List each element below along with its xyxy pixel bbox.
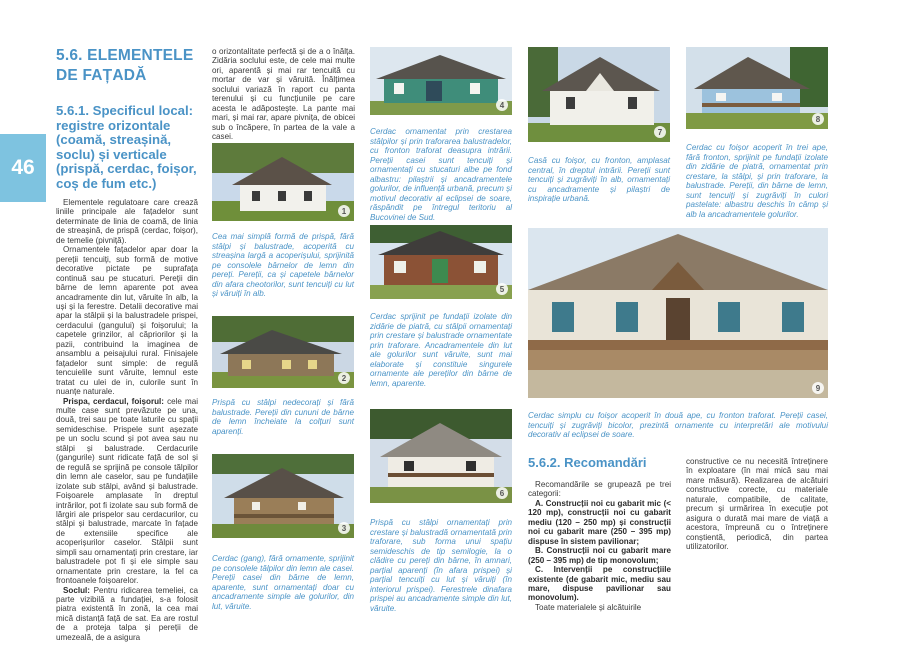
photo-2 <box>212 316 354 388</box>
paragraph-porch <box>56 397 198 586</box>
page-number-tab <box>0 134 46 202</box>
plinth-text: Pentru ridicarea temeliei, ca parte vizibilă a fundației, s-a folosit piatra existentă în zonă, la cea mai mică distanță față de sat. Ea are rostul de a proteja talpa și pereții de umezeală, de a asigura <box>56 585 198 642</box>
photo-5 <box>370 225 512 299</box>
photo-number-3: 3 <box>338 522 350 534</box>
house-photo-4 <box>370 47 512 115</box>
caption-8: Cerdac cu foișor acoperit în trei ape, fără fronton, sprijinit pe fundații izolate din zidărie de piatră, ornamentat prin crestare, la stâlpi, și prin traforare, la balustrade. Pereții, din bârne de lemn, sunt tencuiți și zugrăviți în culori pastelate: albastru deschis în câmp și alb la ancadramentele golurilor. <box>686 143 828 219</box>
caption-2: Prispă cu stâlpi nedecorați și fără balustrade. Pereții din cununi de bârne de lemn încheiate la colțuri sunt aparenți. <box>212 398 354 436</box>
paragraph-regulators: Elementele regulatoare care crează liniile principale ale fațadelor sunt determinate de linia de coamă, de linia de streașină, de prispă (cerdac, foișor), de temelie (pivniță). <box>56 198 198 245</box>
rec-category-b <box>528 546 671 565</box>
section-title: 5.6. ELEMENTELE DE FAȚADĂ <box>56 47 194 84</box>
caption-3: Cerdac (gang), fără ornamente, sprijinit pe consolele tălpilor din lemn ale casei. Pereții casei din bârne de lemn, aparente, sunt ornamentați doar cu ancadramente simple ale golurilor, din lut, văruite. <box>212 554 354 611</box>
photo-3 <box>212 454 354 538</box>
photo-7 <box>528 47 670 142</box>
paragraph-plinth-continued: o orizontalitate perfectă și de a o înălța. Zidăria soclului este, de cele mai multe ori, aparentă și mai rar tencuită cu mortar de var și văruită. Înălțimea soclului variază în raport cu panta terenului și cu funcțiunile pe care acesta le adăpostește. La pante mai mari, și mai rar, apare pivnița, de obicei sub o încăpere, în partea de la vale a casei. <box>212 47 355 142</box>
house-photo-5 <box>370 225 512 299</box>
rec-category-c-text: C. Intervenții pe construcțiile existente (de gabarit mic, mediu sau mare, dispuse pavilionar sau monovolum). <box>528 565 671 603</box>
rec-category-c <box>528 565 671 603</box>
photo-6 <box>370 409 512 503</box>
photo-4 <box>370 47 512 115</box>
porch-text: cele mai multe case sunt prevăzute pe una, două, trei sau pe toate laturile cu spații semideschise. Prispele sunt așezate pe un soclu scund și pot avea sau nu stâlpi și balustrade. Cerdacurile (gangurile) sunt ridicate față de sol și de regulă se sprijină pe console tălpilor din lemn ale caselor, sau pe fundațiile izolate sub stâlpi, având și balustrade. Foișoarele amplasate în dreptul intrărilor, pot fi izolate sau sub formă de lărgiri ale prispelor sau cerdacurilor, cu stâlpi și balustrade, marcate în fațade de extensiile specifice ale acoperișurilor caselor. Stâlpii sunt simpli sau ornamentați prin crestare, iar balustradele pot fi și ele simple sau ornamentate prin crestare, la fel ca frontoanele foișoarelor. <box>56 396 199 586</box>
photo-1 <box>212 143 354 221</box>
recommendations-title: 5.6.2. Recomandări <box>528 455 647 470</box>
house-photo-8 <box>686 47 828 129</box>
rec-category-a <box>528 499 671 546</box>
porch-heading: Prispa, cerdacul, foișorul: <box>63 396 165 406</box>
photo-number-7: 7 <box>654 126 666 138</box>
recommendations-column-2 <box>686 457 828 552</box>
caption-1: Cea mai simplă formă de prispă, fără stâlpi și balustrade, acoperită cu streașina largă a acoperișului, sprijinită pe consolele bârnelor de lemn din pereți. Pereții, ca și capetele bârnelor din afara cheotorilor, sunt tencuiți cu lut și văruiți în alb. <box>212 232 354 298</box>
rec-intro: Recomandările se grupează pe trei categorii: <box>528 480 671 499</box>
rec-materials-continued: constructive ce nu necesită întreținere în exploatare (în mai mică sau mai mare măsură). Realizarea de alcătuiri constructive corecte, cu materiale naturale, compatibile, de calitate, precum și urmărirea în execuție pot asigura o durată mai mare de viață a acestora, împreună cu o întreținere conștientă, periodică, din partea utilizatorilor. <box>686 457 828 552</box>
house-photo-3 <box>212 454 354 538</box>
house-photo-6 <box>370 409 512 503</box>
rec-materials: Toate materialele și alcătuirile <box>535 602 642 612</box>
recommendations-column-1 <box>528 480 671 612</box>
caption-6: Prispă cu stâlpi ornamentați prin crestare și balustradă ornamentată prin traforare, sub forma unui spațiu semideschis de tip semilogie, la o clădire cu pereți din bârne, în amnari, parțial aparenți (în afara prispei) și parțial tencuiți cu lut și văruiți (în interiorul prispei). Ferestrele dinafara prispei au ancadramente simple din lut, văruite. <box>370 518 512 613</box>
house-photo-7 <box>528 47 670 142</box>
photo-number-5: 5 <box>496 283 508 295</box>
paragraph-ornaments: Ornamentele fațadelor apar doar la pereții tencuiți, sub formă de motive decorative pictate pe suprafața continuă sau pe stucaturi. Pereții din bârne de lemn aparente pot avea ancadramente din lut, văruite în alb, la uși și la ferestre. Detalii decorative mai apar la stâlpii și la balustradele prispei, cerdacului (gangului) și foișorului; la capetele grinzilor, al căpriorilor și la pazii, contribuind la imaginea de ansamblu a peisajului rural. Finisajele fațadelor sunt simple: de regulă tencuielile sunt văruite, lemnul este tratat cu ulei de in, culorile sunt în nuanțe naturale. <box>56 245 198 397</box>
plinth-heading: Soclul: <box>63 585 90 595</box>
rec-category-b-text: B. Construcții noi cu gabarit mare (250 – 395 mp) de tip monovolum; <box>528 546 671 565</box>
house-photo-9 <box>528 228 828 398</box>
caption-9: Cerdac simplu cu foișor acoperit în două ape, cu fronton traforat. Pereții casei, tencuiți și zugrăviți bicolor, prezintă ornamente cu interpretări ale motivului decorativ al eclipsei de soare. <box>528 411 828 439</box>
photo-number-6: 6 <box>496 487 508 499</box>
caption-4: Cerdac ornamentat prin crestarea stâlpilor și prin traforarea balustradelor, cu fronton traforat deasupra intrării. Pereții casei sunt tencuiți și ornamentați cu stucaturi albe pe fond albastru: pilaștrii și ancadramentele golurilor, de influență urbană, precum și motivul decorativ al eclipsei de soare, răspândit pe întregul teritoriu al Bucovinei de Sud. <box>370 127 512 222</box>
photo-number-8: 8 <box>812 113 824 125</box>
page-number: 46 <box>11 156 35 179</box>
caption-7: Casă cu foișor, cu fronton, amplasat central, în dreptul intrării. Pereții sunt tencuiți și zugrăviți în alb, ornamentați cu ancadramente și pilaștri de inspirație urbană. <box>528 156 670 203</box>
photo-number-2: 2 <box>338 372 350 384</box>
photo-number-1: 1 <box>338 205 350 217</box>
photo-number-4: 4 <box>496 99 508 111</box>
body-column-2 <box>212 47 355 142</box>
rec-category-a-text: A. Construcții noi cu gabarit mic (< 120 mp), construcții noi cu gabarit mediu (120 – 250 mp) și construcții noi cu gabarit mare (250 – 395 mp) dispuse în sistem pavilionar; <box>528 498 671 546</box>
photo-8 <box>686 47 828 129</box>
caption-5: Cerdac sprijinit pe fundații izolate din zidărie de piatră, cu stâlpii ornamentați prin crestare și balustrade ornamentate prin traforare. Ancadramentele din lut ale golurilor sunt văruite, sunt mai elaborate și constituie singurele ornamente ale pereților din bârne de lemn, aparente. <box>370 312 512 388</box>
house-photo-2 <box>212 316 354 388</box>
photo-number-9: 9 <box>812 382 824 394</box>
paragraph-plinth <box>56 586 198 643</box>
photo-9 <box>528 228 828 398</box>
house-photo-1 <box>212 143 354 221</box>
body-column-1 <box>56 198 198 642</box>
subsection-title: 5.6.1. Specificul local: registre orizontale (coamă, streașină, soclu) și verticale (prispă, cerdac, foișor, coș de fum etc.) <box>56 103 197 191</box>
